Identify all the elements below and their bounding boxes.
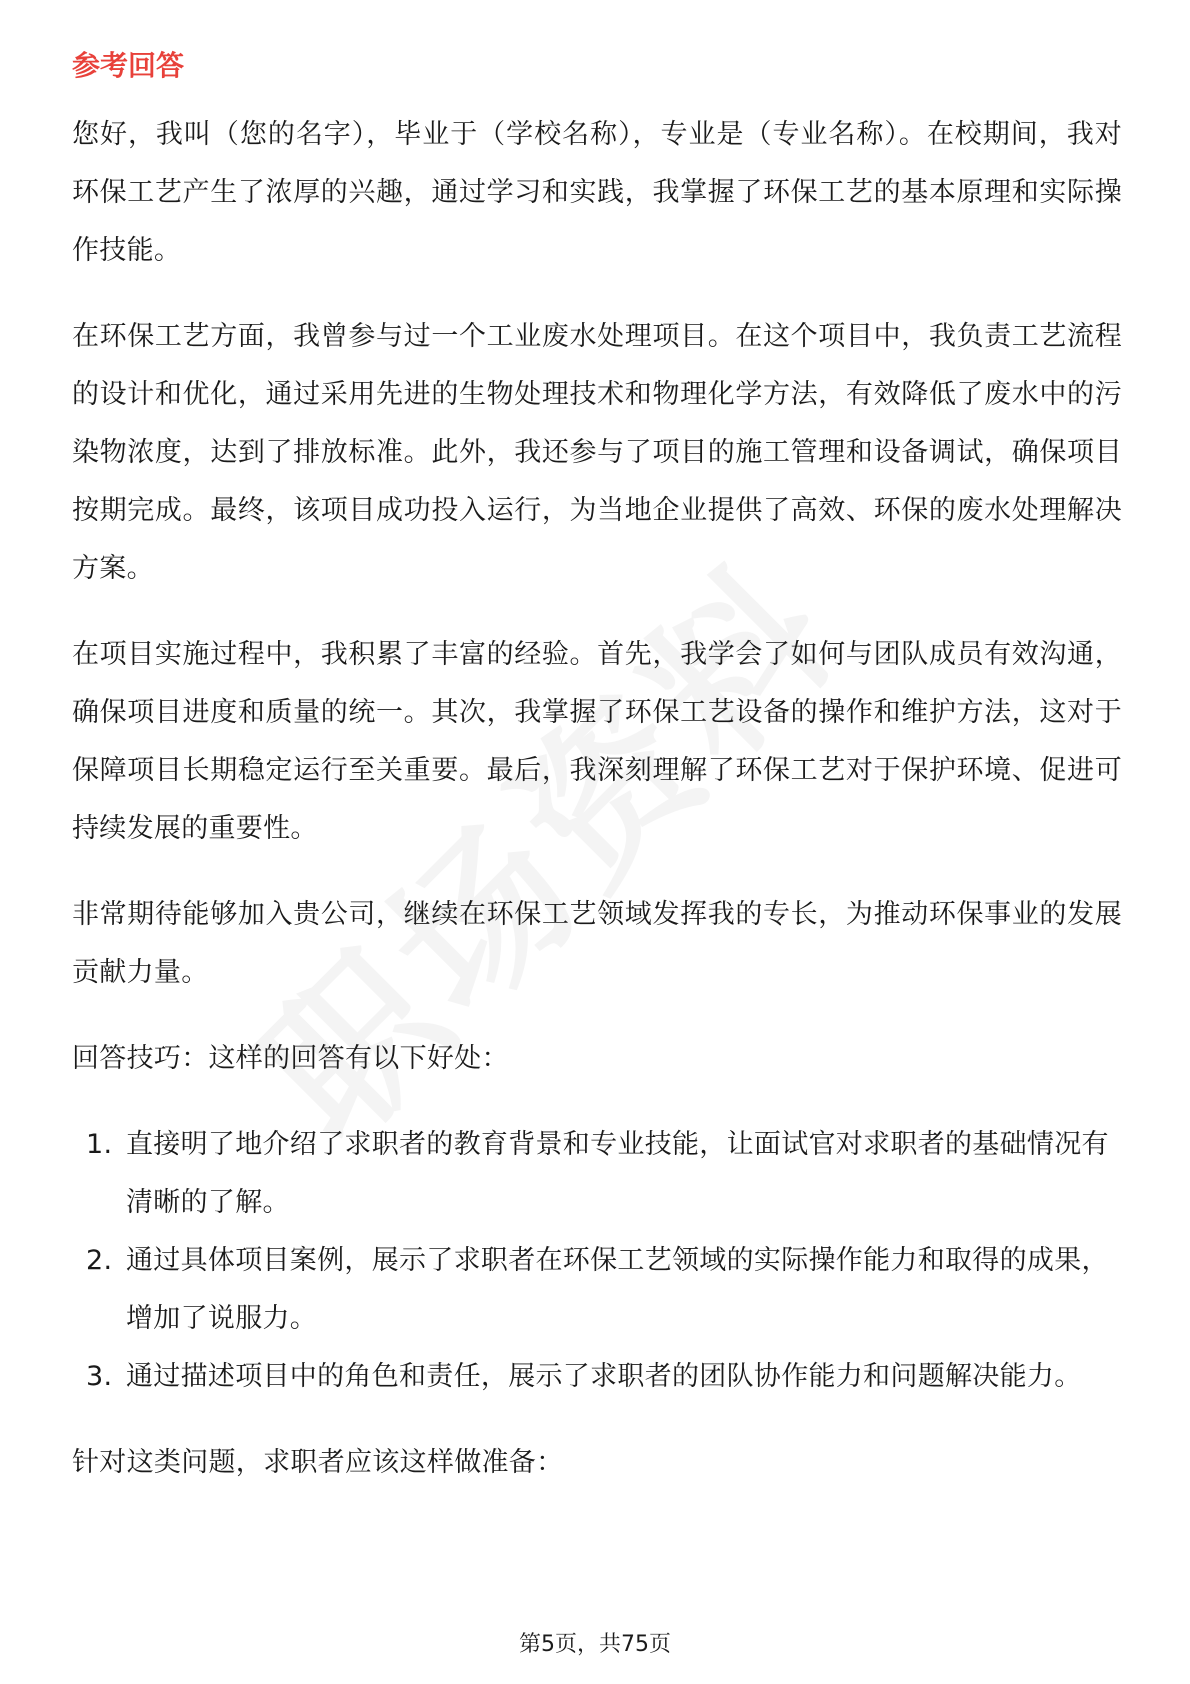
list-item-text: 通过描述项目中的角色和责任，展示了求职者的团队协作能力和问题解决能力。 bbox=[126, 1361, 1082, 1392]
paragraph-closing-wish: 非常期待能够加入贵公司，继续在环保工艺领域发挥我的专长，为推动环保事业的发展贡献力量。 bbox=[72, 899, 1122, 988]
paragraph-project: 在环保工艺方面，我曾参与过一个工业废水处理项目。在这个项目中，我负责工艺流程的设计和优化，通过采用先进的生物处理技术和物理化学方法，有效降低了废水中的污染物浓度，达到了排放标准。此外，我还参与了项目的施工管理和设备调试，确保项目按期完成。最终，该项目成功投入运行，为当地企业提供了高效、环保的废水处理解决方案。 bbox=[72, 321, 1122, 584]
list-item bbox=[72, 1348, 1122, 1406]
list-item-text: 通过具体项目案例，展示了求职者在环保工艺领域的实际操作能力和取得的成果，增加了说服力。 bbox=[126, 1245, 1109, 1334]
paragraph-experience: 在项目实施过程中，我积累了丰富的经验。首先，我学会了如何与团队成员有效沟通，确保项目进度和质量的统一。其次，我掌握了环保工艺设备的操作和维护方法，这对于保障项目长期稳定运行至关重要。最后，我深刻理解了环保工艺对于保护环境、促进可持续发展的重要性。 bbox=[72, 639, 1122, 844]
section-heading: 参考回答 bbox=[72, 49, 185, 82]
page-footer: 第5页，共75页 bbox=[519, 1632, 671, 1657]
list-item bbox=[72, 1232, 1122, 1348]
list-number: 1. bbox=[86, 1129, 113, 1160]
paragraph-tips-intro: 回答技巧：这样的回答有以下好处： bbox=[72, 1043, 509, 1074]
document-page bbox=[72, 46, 1122, 1520]
list-item bbox=[72, 1116, 1122, 1232]
list-number: 2. bbox=[86, 1245, 113, 1276]
paragraph-preparation: 针对这类问题，求职者应该这样做准备： bbox=[72, 1447, 564, 1478]
list-number: 3. bbox=[86, 1361, 113, 1392]
list-item-text: 直接明了地介绍了求职者的教育背景和专业技能，让面试官对求职者的基础情况有清晰的了解。 bbox=[126, 1129, 1109, 1218]
paragraph-intro: 您好，我叫（您的名字），毕业于（学校名称），专业是（专业名称）。在校期间，我对环保工艺产生了浓厚的兴趣，通过学习和实践，我掌握了环保工艺的基本原理和实际操作技能。 bbox=[72, 119, 1122, 266]
tips-list bbox=[72, 1116, 1122, 1406]
